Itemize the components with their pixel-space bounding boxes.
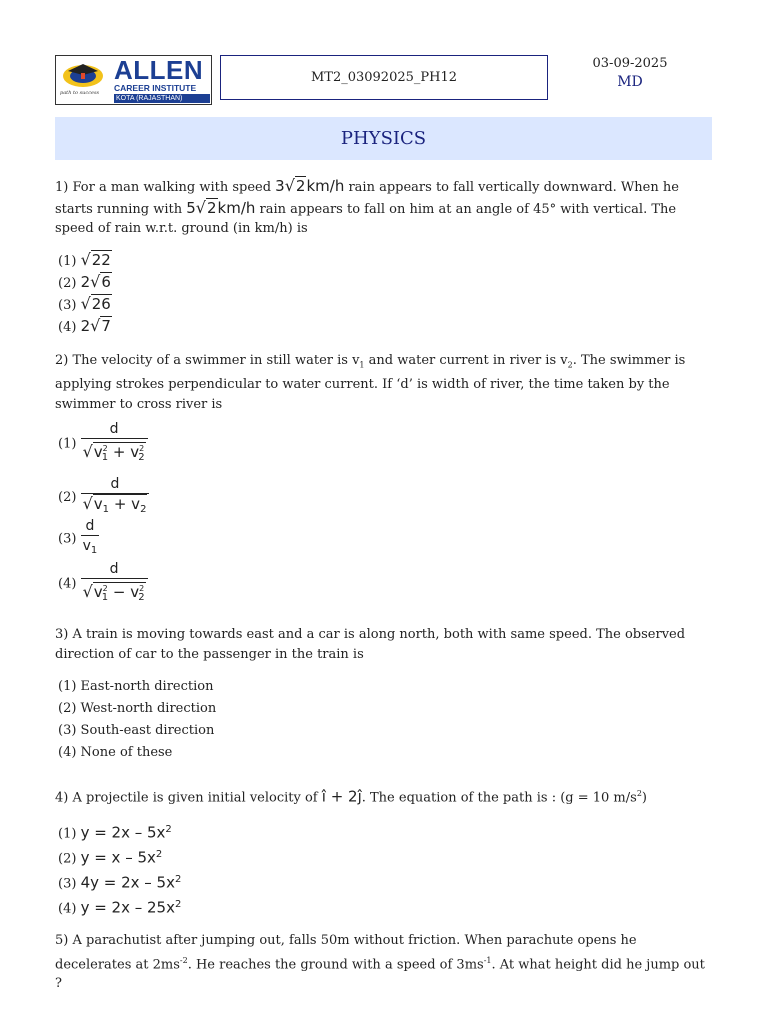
- question-1: [55, 176, 715, 239]
- q1-option-4[interactable]: (4) 2√7: [58, 316, 111, 335]
- stream-label: MD: [617, 74, 643, 90]
- subject-banner: [55, 117, 712, 160]
- velocity-vector: î + 2ĵ: [321, 787, 362, 806]
- q4-option-3[interactable]: (3) $4y = 2x - 5x^2$: [58, 873, 182, 892]
- q2-option-2[interactable]: (2) $\frac{d}{√v_1 + v_2}$: [58, 475, 149, 520]
- question-2: 2) The velocity of a swimmer in still water is $v_1$ and water current in river is $v_2$. The swimmer is applying strokes perpendicular to water current. If ‘d’ is width of river, the time taken by the swimmer to cross river is: [55, 353, 686, 412]
- logo-tagline: path to success: [60, 90, 100, 96]
- paper-code: MT2_03092025_PH12: [310, 70, 458, 85]
- brand-name: ALLEN: [114, 55, 204, 85]
- q3-option-1[interactable]: (1) East-north direction: [58, 679, 214, 694]
- emblem-icon: [60, 61, 106, 89]
- question-4: 4) A projectile is given initial velocity of î + 2ĵ. The equation of the path is : (g = 10 $m/s^2$): [55, 787, 647, 806]
- exam-date: 03-09-2025: [592, 56, 668, 71]
- q3-option-2[interactable]: (2) West-north direction: [58, 701, 217, 716]
- q1-text-b: rain appears to fall vertically downward. When he starts running with: [55, 180, 679, 217]
- q1-speed-2: 5√2km/h: [186, 197, 256, 217]
- question-3: 3) A train is moving towards east and a car is along north, both with same speed. The observed direction of car to the passenger in the train is: [55, 627, 686, 662]
- q1-option-1[interactable]: (1) √22: [58, 250, 111, 269]
- q1-speed-1: 3√2km/h: [275, 176, 345, 195]
- q4-option-2[interactable]: (2) $y = x - 5x^2$: [58, 848, 163, 867]
- q2-option-3[interactable]: (3) $\frac{d}{v_1}$: [58, 517, 99, 561]
- q3-option-3[interactable]: (3) South-east direction: [58, 723, 215, 738]
- q4-option-1[interactable]: (1) $y = 2x - 5x^2$: [58, 823, 172, 842]
- brand-subtitle: CAREER INSTITUTE: [114, 83, 197, 93]
- q2-option-1[interactable]: (1) $\frac{d}{√v^2_1 + v^2_2}$: [58, 420, 148, 468]
- q1-text-a: 1) For a man walking with speed: [55, 180, 276, 195]
- q1-option-3[interactable]: (3) √26: [58, 294, 111, 313]
- q3-option-4[interactable]: (4) None of these: [58, 745, 173, 760]
- allen-logo: [55, 55, 212, 105]
- subject-title: PHYSICS: [340, 128, 427, 149]
- q4-option-4[interactable]: (4) $y = 2x - 25x^2$: [58, 898, 182, 917]
- brand-location: KOTA (RAJASTHAN): [114, 94, 210, 103]
- q2-option-4[interactable]: (4) $\frac{d}{√v^2_1 - v^2_2}$: [58, 560, 148, 608]
- q1-option-2[interactable]: (2) 2√6: [58, 272, 111, 291]
- q1-text-c: rain appears to fall on him at an angle of 45° with vertical. The speed of rain w.r.t. ground (in km/h) is: [55, 201, 677, 236]
- question-5: 5) A parachutist after jumping out, falls 50m without friction. When parachute opens he decelerates at $2ms^{-2}$. He reaches the ground with a speed of $3ms^{-1}$. At what height did he jump out ?: [55, 933, 705, 992]
- paper-code-box: [220, 55, 548, 100]
